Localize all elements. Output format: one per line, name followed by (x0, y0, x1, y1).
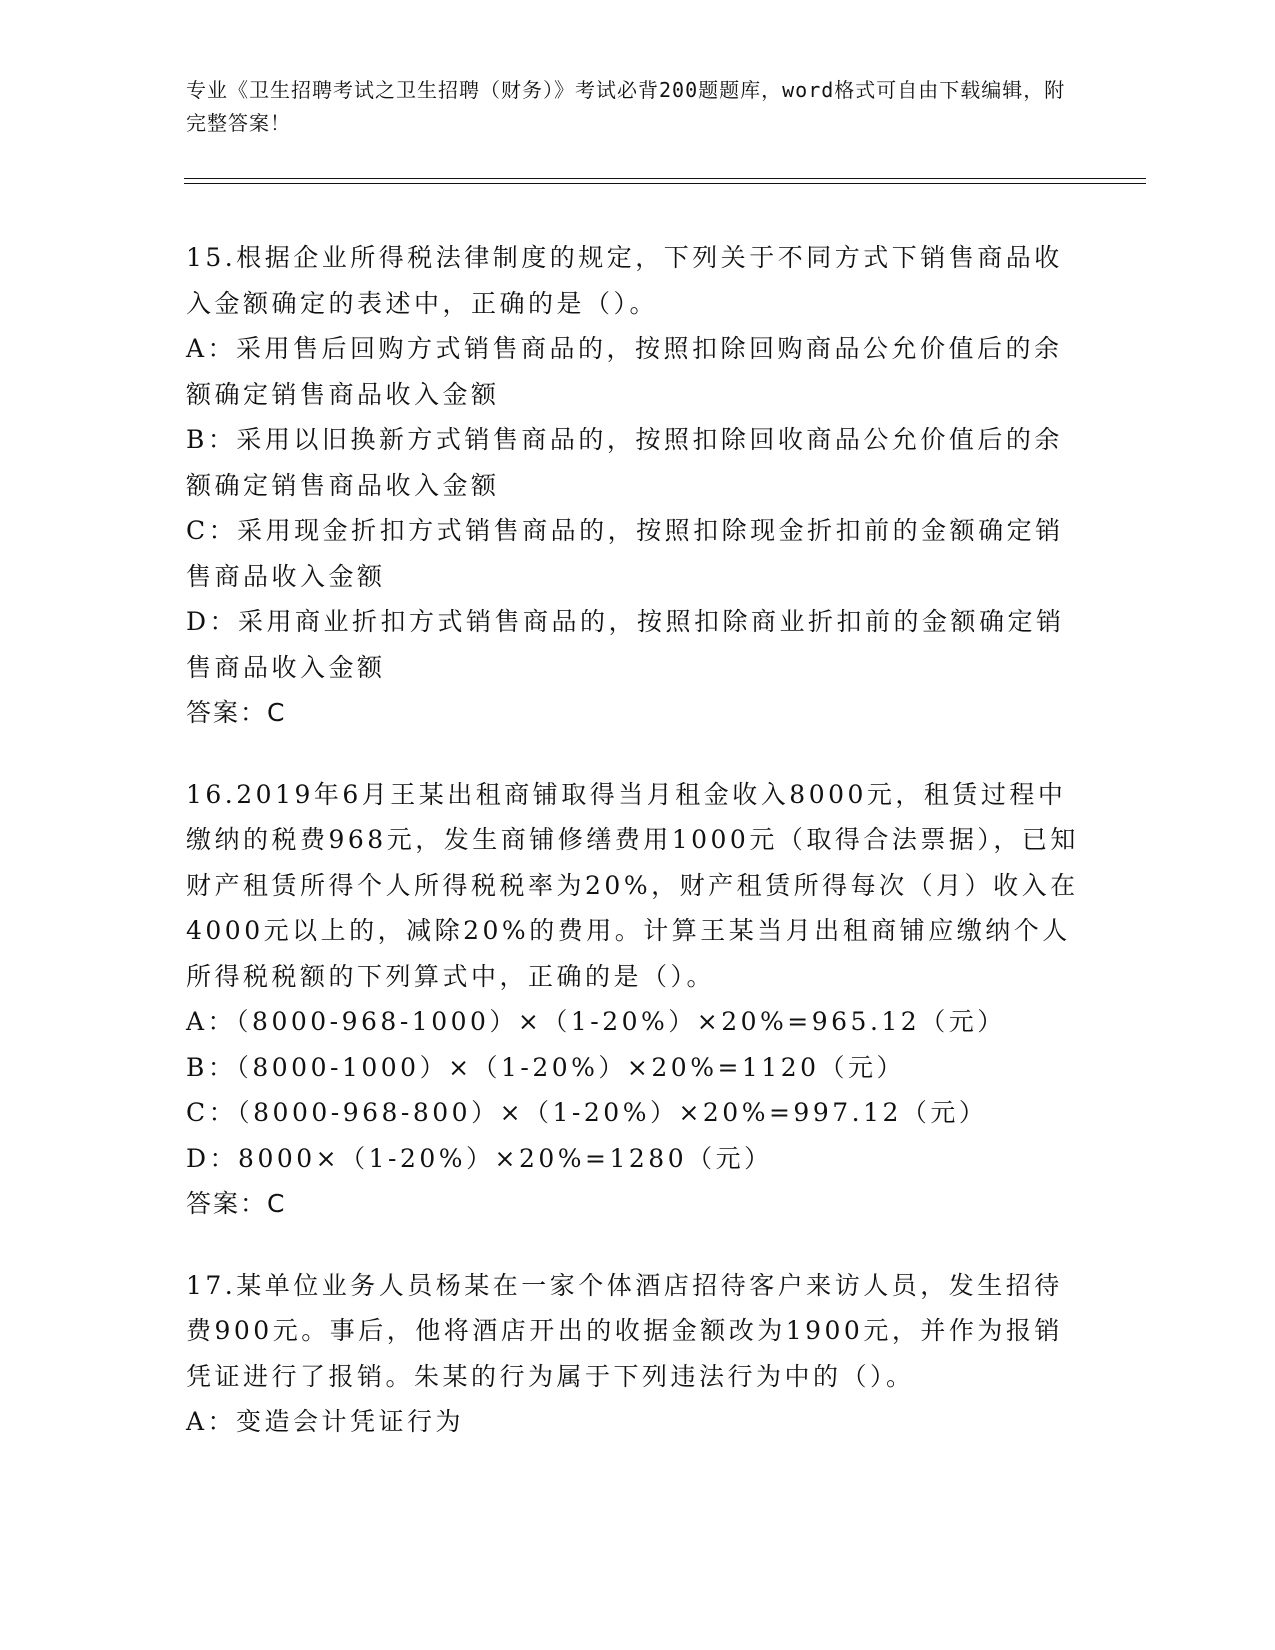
question-list (186, 235, 1086, 1445)
question-17 (186, 1263, 1086, 1445)
option-d: D：8000×（1-20%）×20%=1280（元） (186, 1143, 773, 1173)
answer-line: 答案：C (186, 1189, 287, 1218)
option-a: A：变造会计凭证行为 (186, 1407, 465, 1436)
question-stem: 15.根据企业所得税法律制度的规定，下列关于不同方式下销售商品收入金额确定的表述中，正确的是（）。 (186, 243, 1063, 318)
question-16 (186, 772, 1086, 1227)
option-b: B：采用以旧换新方式销售商品的，按照扣除回收商品公允价值后的余额确定销售商品收入金额 (186, 425, 1063, 500)
document-header: 专业《卫生招聘考试之卫生招聘（财务）》考试必背200题题库，word格式可自由下载编辑，附完整答案！ (186, 78, 1066, 135)
answer-line: 答案：C (186, 698, 287, 727)
question-stem: 17.某单位业务人员杨某在一家个体酒店招待客户来访人员，发生招待费900元。事后，他将酒店开出的收据金额改为1900元，并作为报销凭证进行了报销。朱某的行为属于下列违法行为中的（）。 (186, 1270, 1063, 1391)
option-d: D：采用商业折扣方式销售商品的，按照扣除商业折扣前的金额确定销售商品收入金额 (186, 607, 1065, 682)
option-c: C：（8000-968-800）×（1-20%）×20%=997.12（元） (186, 1098, 988, 1127)
option-a: A：（8000-968-1000）×（1-20%）×20%=965.12（元） (186, 1007, 1006, 1036)
question-15 (186, 235, 1086, 736)
option-a: A：采用售后回购方式销售商品的，按照扣除回购商品公允价值后的余额确定销售商品收入金额 (186, 334, 1063, 409)
header-divider-top (184, 178, 1146, 179)
option-c: C：采用现金折扣方式销售商品的，按照扣除现金折扣前的金额确定销售商品收入金额 (186, 516, 1064, 591)
question-stem: 16.2019年6月王某出租商铺取得当月租金收入8000元，租赁过程中缴纳的税费968元，发生商铺修缮费用1000元（取得合法票据），已知财产租赁所得个人所得税税率为20%，财产租赁所得每次（月）收入在4000元以上的，减除20%的费用。计算王某当月出租商铺应缴纳个人所得税税额的下列算式中，正确的是（）。 (186, 779, 1079, 991)
option-b: B：（8000-1000）×（1-20%）×20%=1120（元） (186, 1052, 906, 1082)
header-divider-bottom (184, 183, 1146, 184)
